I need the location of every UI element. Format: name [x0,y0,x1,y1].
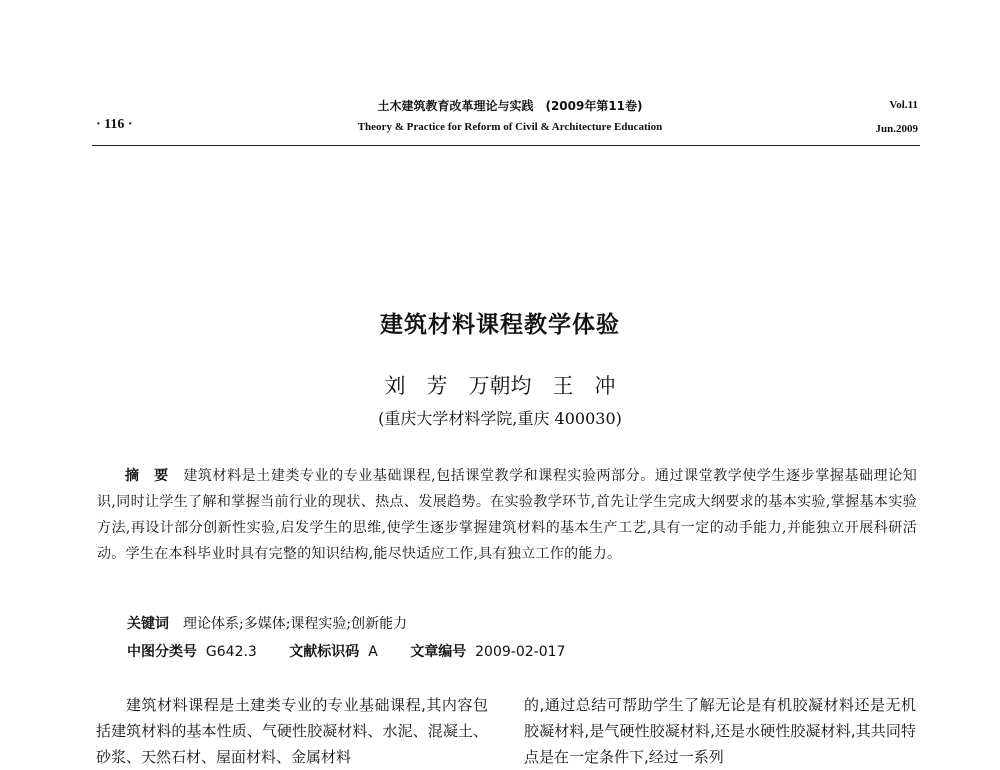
issue-date: Jun.2009 [875,123,918,135]
volume-label: Vol.11 [889,99,918,111]
abstract-label: 摘 要 [125,468,169,484]
doc-code-value: A [368,644,378,660]
keywords-label: 关键词 [127,616,169,632]
keywords [127,612,407,636]
keywords-gap [169,616,183,632]
affiliation: (重庆大学材料学院,重庆 400030) [378,409,622,428]
authors: 刘 芳 万朝均 王 冲 [384,374,616,398]
abstract-text: 建筑材料是土建类专业的专业基础课程,包括课堂教学和课程实验两部分。通过课堂教学使学生逐步掌握基础理论知识,同时让学生了解和掌握当前行业的现状、热点、发展趋势。在实验教学环节,首先让学生完成大纲要求的基本实验,掌握基本实验方法,再设计部分创新性实验,启发学生的思维,使学生逐步掌握建筑材料的基本生产工艺,具有一定的动手能力,并能独立开展科研活动。学生在本科毕业时具有完整的知识结构,能尽快适应工作,具有独立工作的能力。 [97,468,918,562]
journal-title-en: Theory & Practice for Reform of Civil & Architecture Education [357,121,663,133]
abstract [97,463,917,567]
classification-line [127,640,565,664]
page-number: · 116 · [96,117,133,132]
header-rule [92,145,920,146]
article-no-label: 文章编号 [410,644,467,660]
keywords-text: 理论体系;多媒体;课程实验;创新能力 [183,616,408,632]
clc-label: 中图分类号 [127,644,197,660]
abstract-gap [169,468,184,484]
article-title: 建筑材料课程教学体验 [380,312,620,338]
article-no-value: 2009-02-017 [475,644,566,660]
body-left-column: 建筑材料课程是土建类专业的专业基础课程,其内容包括建筑材料的基本性质、气硬性胶凝材料、水泥、混凝土、砂浆、天然石材、屋面材料、金属材料 [96,696,488,766]
journal-title-cn: 土木建筑教育改革理论与实践 (2009年第11卷) [377,99,643,113]
doc-code-label: 文献标识码 [289,644,360,660]
body-right-column: 的,通过总结可帮助学生了解无论是有机胶凝材料还是无机胶凝材料,是气硬性胶凝材料,还是水硬性胶凝材料,其共同特点是在一定条件下,经过一系列 [524,696,916,766]
clc-value: G642.3 [205,644,257,660]
